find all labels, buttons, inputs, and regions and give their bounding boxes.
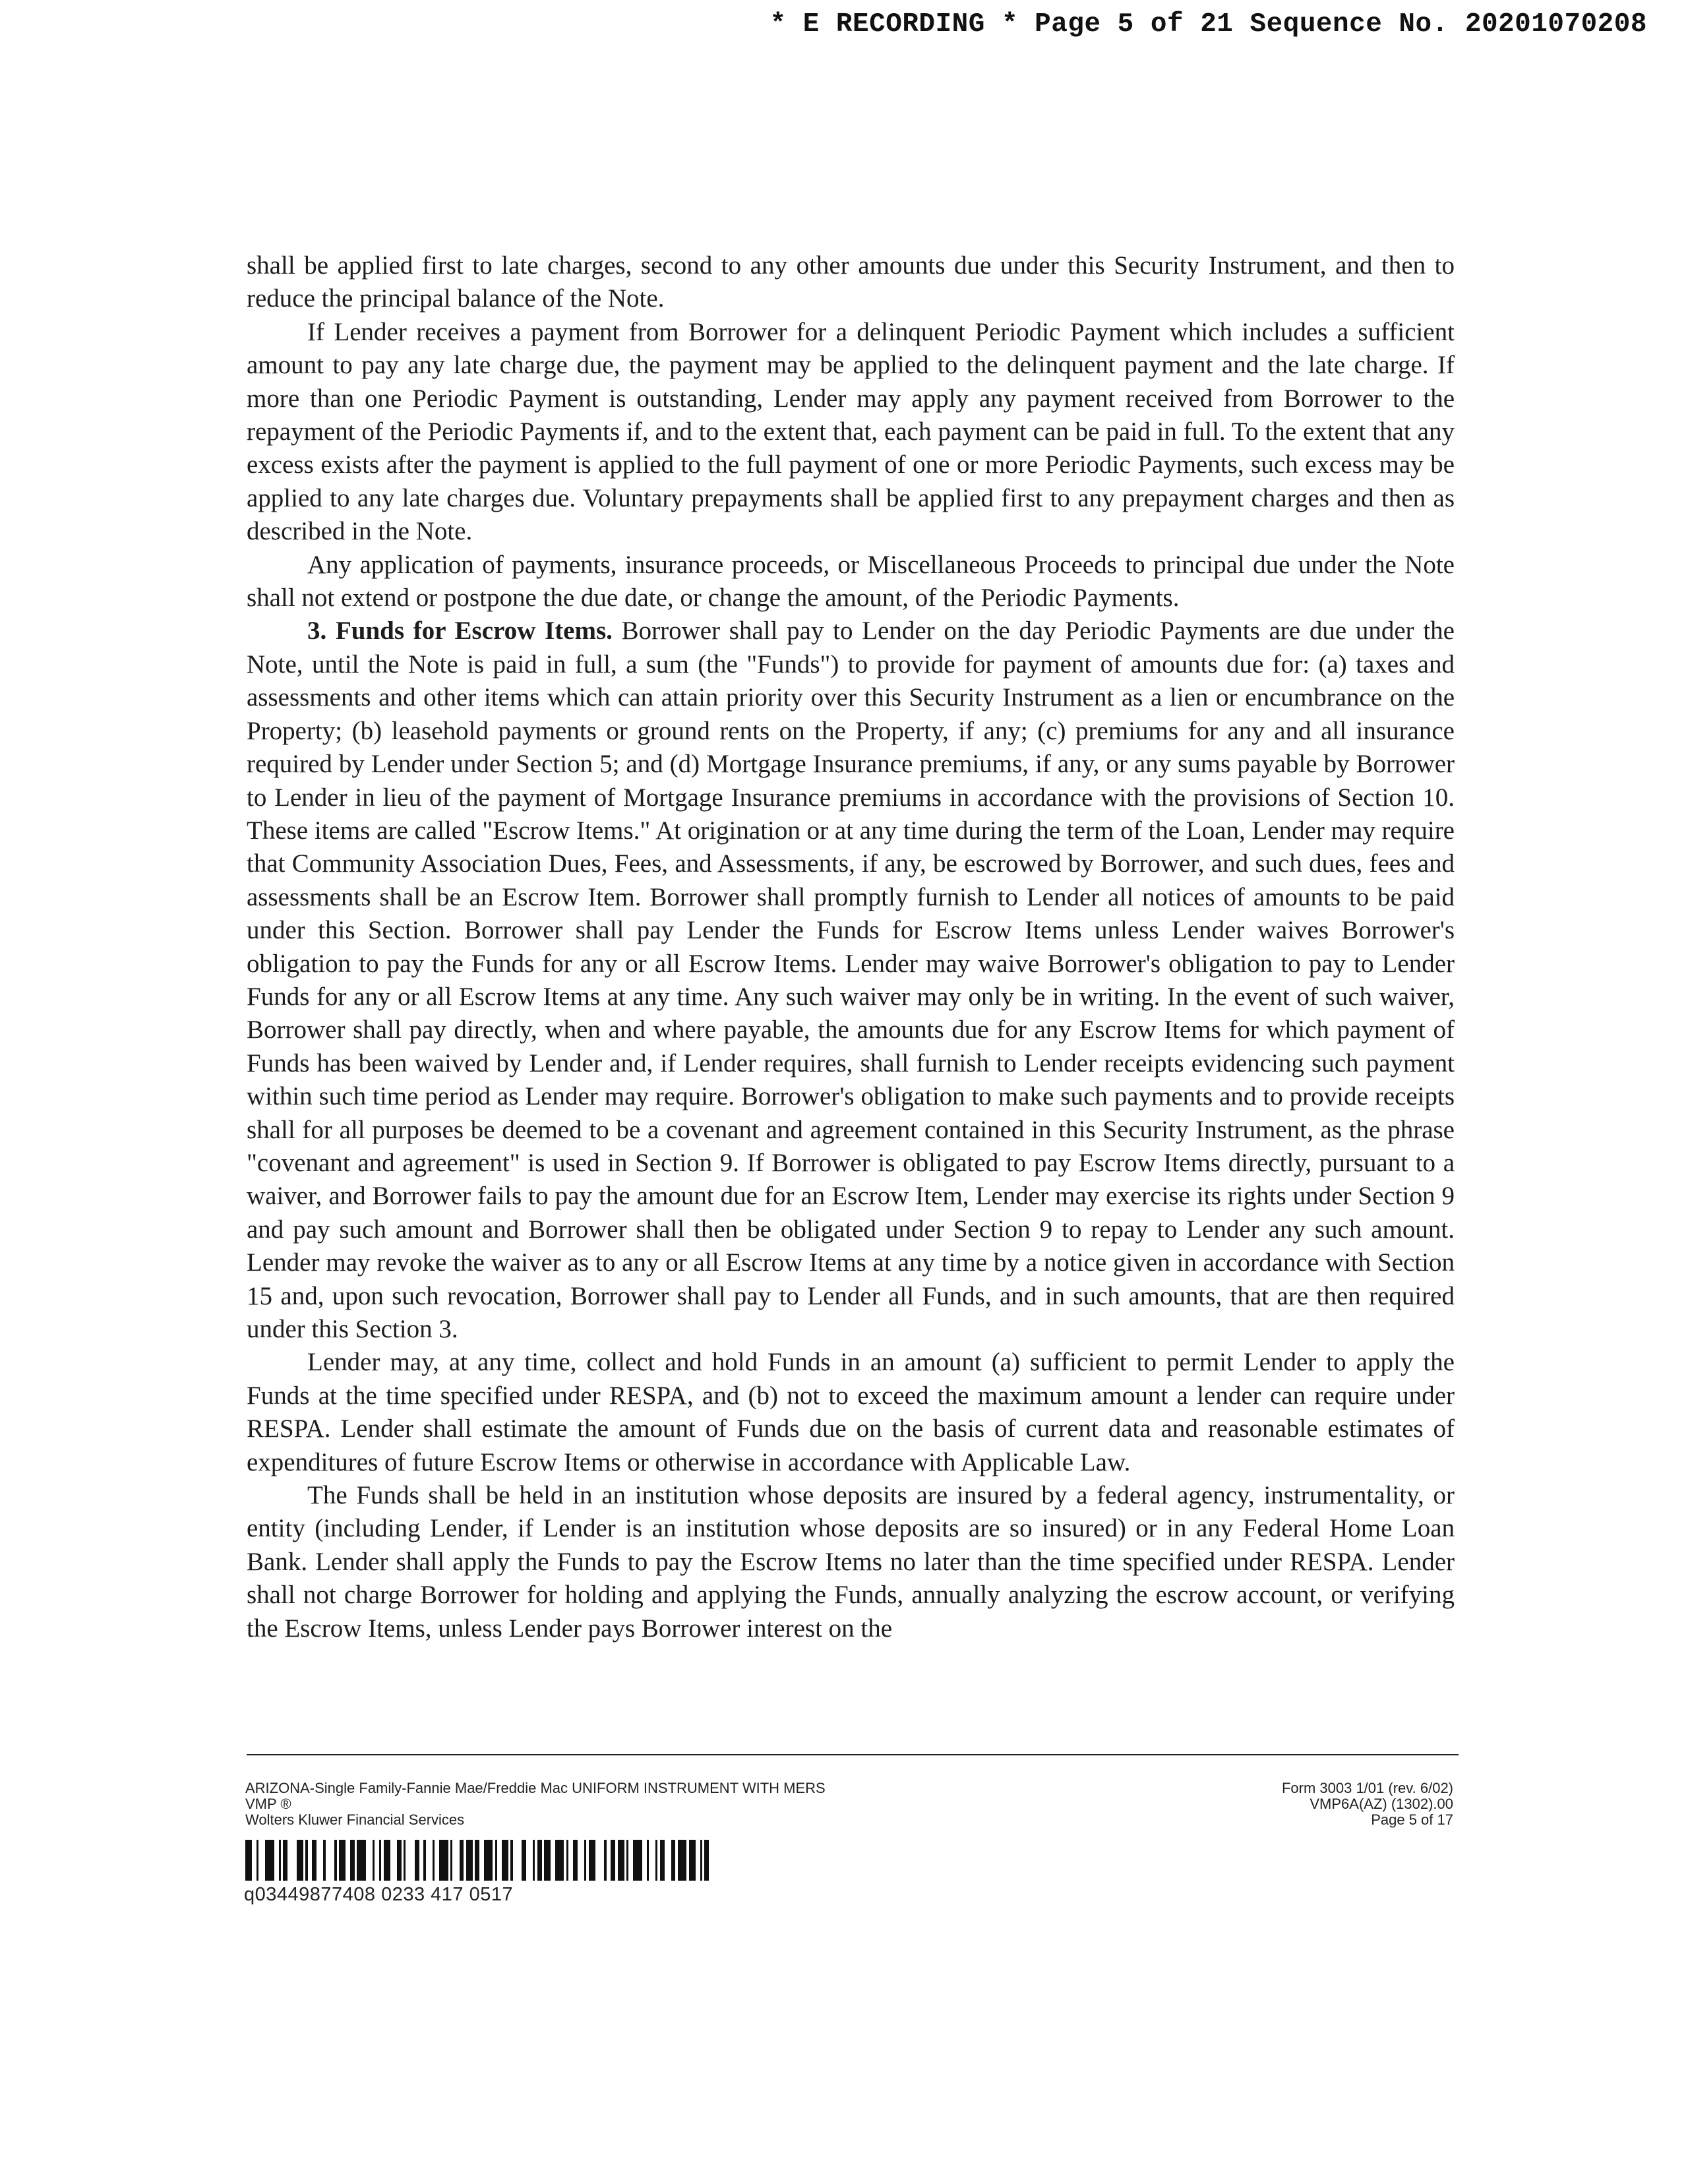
footer-vmp-mark: VMP ® (245, 1796, 291, 1812)
footer-page-number: Page 5 of 17 (1371, 1811, 1453, 1828)
paragraph-application-of-payments: Any application of payments, insurance proceeds, or Miscellaneous Proceeds to principal due under the Note shall not extend or postpone the due date, or change the amount, of the Periodic Payments. (247, 550, 1455, 613)
footer-form-title: ARIZONA-Single Family-Fannie Mae/Freddie Mac UNIFORM INSTRUMENT WITH MERS (245, 1780, 826, 1796)
footer-form-info (245, 1780, 826, 1828)
recording-stamp: * E RECORDING * Page 5 of 21 Sequence No. 20201070208 (769, 9, 1647, 40)
paragraph-continuation: shall be applied first to late charges, second to any other amounts due under this Security Instrument, and then to reduce the principal balance of the Note. (247, 251, 1455, 313)
section-3-heading: 3. Funds for Escrow Items. (307, 617, 613, 646)
barcode-image (245, 1840, 716, 1881)
barcode-number: q03449877408 0233 417 0517 (244, 1884, 514, 1905)
footer-form-number: Form 3003 1/01 (rev. 6/02) (1281, 1780, 1453, 1796)
document-body (247, 249, 1455, 1645)
section-3-text: Borrower shall pay to Lender on the day Periodic Payments are due under the Note, until the Note is paid in full, a sum (the "Funds") to provide for payment of amounts due for: (a) taxes and assessments and other items which can attain priority over this Security Instrument as a lien or encumbrance on the Property; (b) leasehold payments or ground rents on the Property, if any; (c) premiums for any and all insurance required by Lender under Section 5; and (d) Mortgage Insurance premiums, if any, or any sums payable by Borrower to Lender in lieu of the payment of Mortgage Insurance premiums in accordance with the provisions of Section 10. These items are called "Escrow Items." At origination or at any time during the term of the Loan, Lender may require that Community Association Dues, Fees, and Assessments, if any, be escrowed by Borrower, and such dues, fees and assessments shall be an Escrow Item. Borrower shall promptly furnish to Lender all notices of amounts to be paid under this Section. Borrower shall pay Lender the Funds for Escrow Items unless Lender waives Borrower's obligation to pay the Funds for any or all Escrow Items. Lender may waive Borrower's obligation to pay to Lender Funds for any or all Escrow Items at any time. Any such waiver may only be in writing. In the event of such waiver, Borrower shall pay directly, when and where payable, the amounts due for any Escrow Items for which payment of Funds has been waived by Lender and, if Lender requires, shall furnish to Lender receipts evidencing such payment within such time period as Lender may require. Borrower's obligation to make such payments and to provide receipts shall for all purposes be deemed to be a covenant and agreement contained in this Security Instrument, as the phrase "covenant and agreement" is used in Section 9. If Borrower is obligated to pay Escrow Items directly, pursuant to a waiver, and Borrower fails to pay the amount due for an Escrow Item, Lender may exercise its rights under Section 9 and pay such amount and Borrower shall then be obligated under Section 9 to repay to Lender any such amount. Lender may revoke the waiver as to any or all Escrow Items at any time by a notice given in accordance with Section 15 and, upon such revocation, Borrower shall pay to Lender all Funds, and in such amounts, that are then required under this Section 3. (247, 617, 1455, 1343)
paragraph-delinquent-payment: If Lender receives a payment from Borrower for a delinquent Periodic Payment which includes a sufficient amount to pay any late charge due, the payment may be applied to the delinquent payment and the late charge. If more than one Periodic Payment is outstanding, Lender may apply any payment received from Borrower to the repayment of the Periodic Payments if, and to the extent that, each payment can be paid in full. To the extent that any excess exists after the payment is applied to the full payment of one or more Periodic Payments, such excess may be applied to any late charges due. Voluntary prepayments shall be applied first to any prepayment charges and then as described in the Note. (247, 317, 1455, 546)
footer-publisher: Wolters Kluwer Financial Services (245, 1811, 465, 1828)
footer-vmp-code: VMP6A(AZ) (1302).00 (1310, 1796, 1453, 1812)
paragraph-respa-amounts: Lender may, at any time, collect and hold Funds in an amount (a) sufficient to permit Lender to apply the Funds at the time specified under RESPA, and (b) not to exceed the maximum amount a lender can require under RESPA. Lender shall estimate the amount of Funds due on the basis of current data and reasonable estimates of expenditures of future Escrow Items or otherwise in accordance with Applicable Law. (247, 1348, 1455, 1476)
paragraph-funds-held: The Funds shall be held in an institution whose deposits are insured by a federal agency, instrumentality, or entity (including Lender, if Lender is an institution whose deposits are so insured) or in any Federal Home Loan Bank. Lender shall apply the Funds to pay the Escrow Items no later than the time specified under RESPA. Lender shall not charge Borrower for holding and applying the Funds, annually analyzing the escrow account, or verifying the Escrow Items, unless Lender pays Borrower interest on the (247, 1481, 1455, 1643)
footer-divider (247, 1754, 1459, 1755)
footer-form-number-block (1282, 1780, 1453, 1828)
paragraph-section-3 (247, 615, 1455, 1346)
